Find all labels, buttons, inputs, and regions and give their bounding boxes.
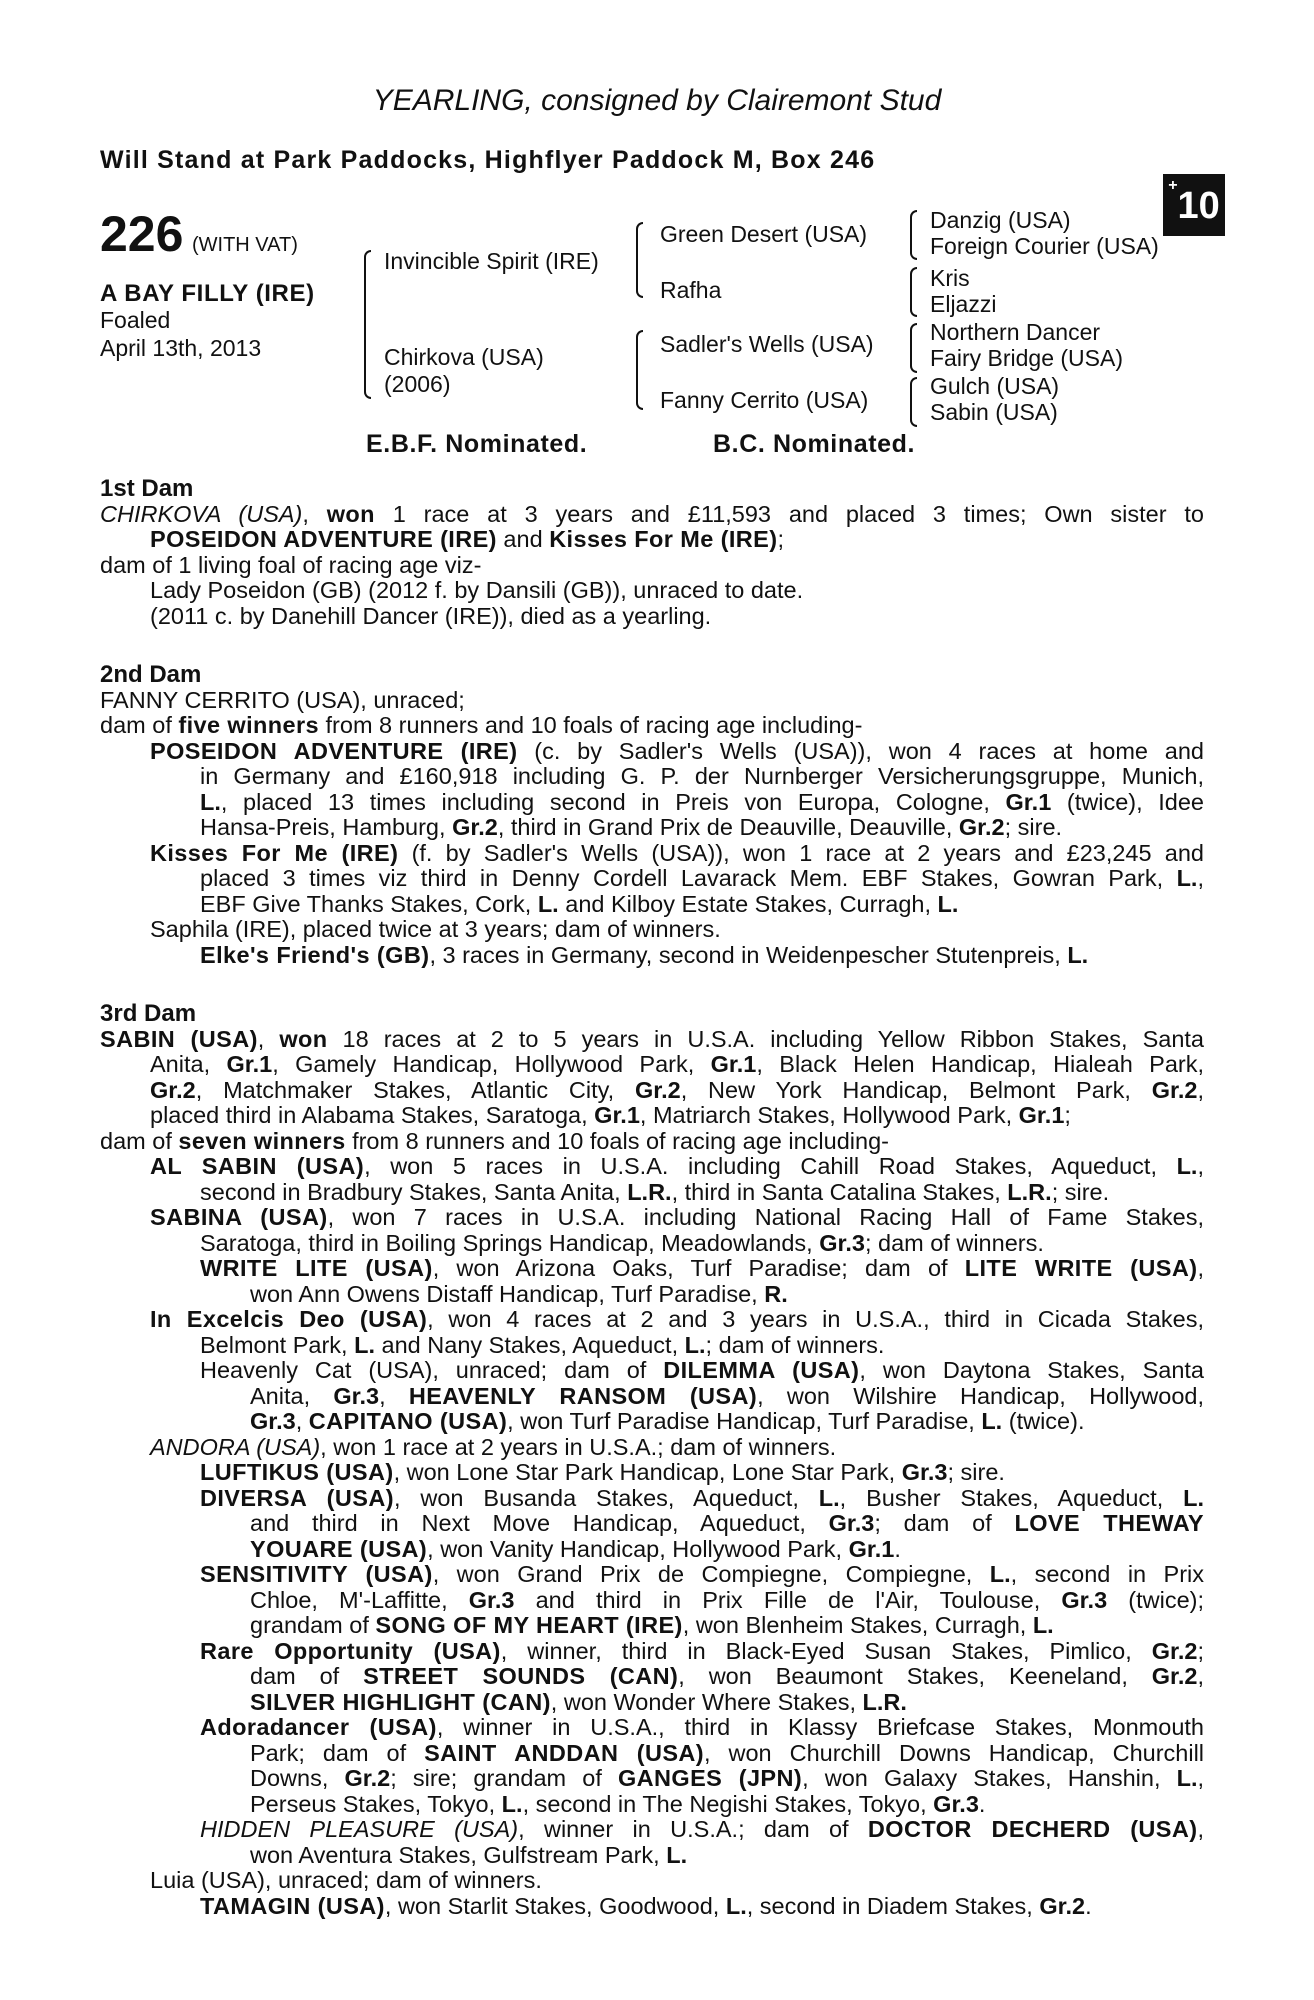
horse-name-bold: STREET SOUNDS (CAN) [363,1664,679,1689]
race-grade: Gr.3 [250,1409,296,1434]
text-run: Chloe, M'-Laffitte, [250,1587,469,1613]
text-run: , second in Diadem Stakes, [746,1893,1040,1919]
text-run: Heavenly Cat (USA), unraced; dam of [200,1358,664,1383]
text-line [100,688,1204,714]
text-run: Perseus Stakes, Tokyo, [250,1791,502,1817]
text-line [100,1664,1204,1690]
text-run: won Aventura Stakes, Gulfstream Park, [250,1842,667,1868]
pedigree-brace-6 [910,323,917,373]
text-line [100,1052,1204,1078]
text-run: ; sire. [1004,815,1063,840]
horse-name-bold: LOVE THEWAY [1014,1511,1204,1536]
text-run: , [1197,1664,1204,1689]
race-grade: L. [1067,942,1089,968]
text-line [100,1639,1204,1665]
text-line [100,1562,1204,1588]
horse-name-bold: LUFTIKUS (USA) [200,1460,394,1485]
pedigree-brace-1 [364,250,371,399]
pedigree-brace-5 [910,267,917,317]
section-heading: 1st Dam [100,475,194,502]
text-run: . [894,1536,901,1562]
text-run: 1 race at 3 years and £11,593 and placed 3 times; Own sister to [374,501,1204,527]
text-line [100,764,1204,790]
horse-name-bold: Elke's Friend's (GB) [200,942,430,968]
text-run: placed 3 times viz third in Denny Cordell Lavarack Mem. EBF Stakes, Gowran Park, [200,866,1177,891]
text-run: , [379,1383,409,1409]
race-grade: L. [501,1791,523,1817]
race-grade: Gr.1 [710,1052,757,1077]
text-run: , won Lone Star Park Handicap, Lone Star Park, [393,1460,902,1485]
pedigree-dam: Chirkova (USA) [384,344,544,370]
horse-name-bold: DILEMMA (USA) [663,1358,860,1383]
text-run: and Nany Stakes, Aqueduct, [375,1332,685,1358]
race-grade: Gr.3 [333,1383,380,1409]
race-grade: Gr.2 [452,815,498,840]
text-line [100,1486,1204,1512]
race-grade: Gr.1 [594,1103,640,1128]
text-run: , Busher Stakes, Aqueduct, [839,1485,1184,1511]
text-run: , won 1 race at 2 years in U.S.A.; dam of winners. [320,1434,837,1460]
pedigree-brace-7 [910,377,917,427]
text-run: and Kilboy Estate Stakes, Curragh, [558,891,938,917]
pedigree-dss: Northern Dancer [930,319,1101,345]
text-line [100,1792,1204,1818]
race-grade: L. [989,1562,1011,1587]
horse-name-bold: CAPITANO (USA) [308,1409,508,1434]
ebf-nominated: E.B.F. Nominated. [366,430,588,458]
race-grade: Gr.3 [819,1230,865,1256]
horse-name-bold: WRITE LITE (USA) [200,1256,433,1281]
text-run: , Gamely Handicap, Hollywood Park, [272,1052,711,1077]
text-line [100,1256,1204,1282]
text-line [100,866,1204,892]
pedigree-sds: Kris [930,265,970,291]
race-grade: Gr.2 [344,1766,391,1791]
race-grade: L. [684,1332,706,1358]
text-line [100,1588,1204,1614]
text-run: , won Beaumont Stakes, Keeneland, [678,1664,1152,1689]
horse-name-bold: POSEIDON ADVENTURE (IRE) [150,527,497,552]
horse-name-bold: DIVERSA (USA) [200,1485,394,1511]
horse-name-bold: POSEIDON ADVENTURE (IRE) [150,738,518,764]
text-run: (twice), Idee [1051,789,1204,815]
text-run: , [1197,1256,1204,1281]
text-line [100,1894,1204,1920]
race-grade: L. [937,891,959,917]
race-grade: Gr.1 [226,1052,273,1077]
text-run: FANNY CERRITO (USA), unraced; [100,687,465,713]
text-run: (twice); [1107,1587,1204,1613]
section-heading: 3rd Dam [100,1000,197,1027]
text-run: , Matriarch Stakes, Hollywood Park, [639,1103,1019,1128]
text-run: , won 4 races at 2 and 3 years in U.S.A., third in Cicada Stakes, [427,1307,1204,1332]
text-run: , won Wilshire Handicap, Hollywood, [757,1383,1204,1409]
horse-name-bold: Kisses For Me (IRE) [549,527,778,552]
text-run: Belmont Park, [200,1332,355,1358]
race-grade: Gr.3 [828,1511,875,1536]
badge-mark: + [1168,177,1178,194]
race-grade: L.R. [627,1179,672,1205]
text-run: ; dam of [874,1511,1015,1536]
horse-name-bold: won [279,1026,328,1052]
race-grade: L. [1176,866,1198,891]
race-grade: Gr.1 [1005,789,1052,815]
horse-name-bold: five winners [178,713,319,738]
text-line [100,1078,1204,1104]
text-run: , won Starlit Stakes, Goodwood, [384,1893,726,1919]
text-line [100,604,1204,630]
pedigree-brace-3 [636,330,643,410]
text-line [100,578,1204,604]
text-run: , third in Grand Prix de Deauville, Deauville, [497,815,959,840]
horse-name-bold: won [326,501,375,527]
text-line [100,790,1204,816]
text-run: ; sire. [1051,1179,1110,1205]
text-run: and [496,527,550,552]
horse-name-bold: YOUARE (USA) [250,1536,428,1562]
text-run: in Germany and £160,918 including G. P. der Nurnberger Versicherungsgruppe, Munich, [200,764,1204,789]
text-line [100,917,1204,943]
lot-number: 226 [100,206,184,262]
horse-name-bold: Kisses For Me (IRE) [150,840,399,866]
text-run: from 8 runners and 10 foals of racing age including- [319,713,863,738]
text-line [100,1715,1204,1741]
text-run: , winner in U.S.A.; dam of [518,1817,868,1842]
foaled-info [100,306,261,362]
race-grade: Gr.2 [1151,1638,1198,1664]
horse-name-bold: SAINT ANDDAN (USA) [424,1740,704,1766]
text-run: dam of [100,1128,179,1154]
text-run: Anita, [250,1383,334,1409]
race-grade: L. [981,1409,1003,1434]
text-line [100,1282,1204,1308]
badge-number: 10 [1177,185,1220,227]
text-run: EBF Give Thanks Stakes, Cork, [200,891,538,917]
race-grade: Gr.2 [1151,1077,1198,1103]
text-line [100,1384,1204,1410]
text-run: , second in Prix [1010,1562,1204,1587]
text-line [100,1766,1204,1792]
pedigree-ddd: Sabin (USA) [930,399,1058,425]
text-line [100,502,1204,528]
foaled-label: Foaled [100,307,171,333]
text-run: ; [1064,1103,1071,1128]
race-grade: Gr.3 [1061,1587,1108,1613]
text-run: ; sire; grandam of [390,1766,618,1791]
text-line [100,815,1204,841]
text-run: (twice). [1002,1409,1085,1434]
horse-name-bold: SABINA (USA) [150,1205,328,1230]
text-run: placed third in Alabama Stakes, Saratoga, [150,1103,595,1128]
race-grade: L. [1176,1766,1198,1791]
race-grade: L. [1032,1613,1054,1638]
pedigree-ssd: Foreign Courier (USA) [930,233,1159,259]
text-run: . [978,1791,986,1817]
text-run: , won Wonder Where Stakes, [550,1689,863,1715]
text-run: Lady Poseidon (GB) (2012 f. by Dansili (GB)), unraced to date. [150,578,804,603]
text-line [100,1460,1204,1486]
text-line [100,1027,1204,1053]
horse-name-bold: SENSITIVITY (USA) [200,1562,433,1587]
text-run: Luia (USA), unraced; dam of winners. [150,1868,542,1893]
text-run: ; sire. [947,1460,1005,1485]
text-run: dam of [100,713,179,738]
pedigree-sire: Invincible Spirit (IRE) [384,248,599,274]
text-run: second in Bradbury Stakes, Santa Anita, [200,1179,628,1205]
text-line [100,527,1204,553]
horse-name-italic: HIDDEN PLEASURE (USA) [200,1817,519,1842]
horse-name-bold: Adoradancer (USA) [200,1715,437,1740]
text-run: , Black Helen Handicap, Hialeah Park, [756,1052,1204,1077]
race-grade: Gr.3 [933,1791,979,1817]
text-run: Park; dam of [250,1740,425,1766]
text-line [100,1231,1204,1257]
text-run: , [1197,1817,1204,1842]
pedigree-dsd: Fairy Bridge (USA) [930,345,1123,371]
text-run: (f. by Sadler's Wells (USA)), won 1 race at 2 years and £23,245 and [398,840,1204,866]
horse-name-italic: CHIRKOVA (USA) [100,501,303,527]
race-grade: Gr.3 [901,1460,948,1485]
race-grade: Gr.2 [1151,1664,1198,1689]
pedigree-dam-sire: Sadler's Wells (USA) [660,331,874,357]
text-run: Downs, [250,1766,345,1791]
text-line [100,1358,1204,1384]
horse-name-bold: SONG OF MY HEART (IRE) [375,1613,683,1638]
lot-badge [1163,174,1225,236]
horse-name-bold: AL SABIN (USA) [150,1154,365,1179]
text-line [100,1180,1204,1206]
pedigree-brace-2 [636,222,643,298]
horse-name-bold: HEAVENLY RANSOM (USA) [408,1383,758,1409]
text-line [100,713,1204,739]
race-grade: L. [666,1842,688,1868]
stand-location: Will Stand at Park Paddocks, Highflyer Paddock M, Box 246 [100,146,876,174]
text-run: , winner in U.S.A., third in Klassy Briefcase Stakes, Monmouth [436,1715,1204,1740]
text-run: , won Vanity Handicap, Hollywood Park, [427,1536,849,1562]
text-run: ; dam of winners. [705,1332,885,1358]
text-run: , won 5 races in U.S.A. including Cahill Road Stakes, Aqueduct, [364,1154,1177,1179]
text-run: , winner, third in Black-Eyed Susan Stakes, Pimlico, [500,1638,1152,1664]
text-line [100,1307,1204,1333]
vat-label: (WITH VAT) [192,234,298,256]
text-run: , won Daytona Stakes, Santa [859,1358,1204,1383]
text-run: , won Galaxy Stakes, Hanshin, [802,1766,1177,1791]
catalogue-body [100,476,1204,1919]
text-run: , won Churchill Downs Handicap, Churchill [704,1740,1204,1766]
text-run: , won 7 races in U.S.A. including National Racing Hall of Fame Stakes, [327,1205,1204,1230]
text-line [100,1103,1204,1129]
text-run: , [295,1409,309,1434]
text-line [100,1511,1204,1537]
text-line [100,1409,1204,1435]
horse-name-bold: seven winners [178,1128,346,1154]
text-run: Anita, [150,1052,227,1077]
text-run: , won Busanda Stakes, Aqueduct, [393,1485,819,1511]
text-line [100,1129,1204,1155]
text-line [100,1690,1204,1716]
horse-name-italic: ANDORA (USA) [150,1434,321,1460]
text-line [100,892,1204,918]
race-grade: L. [725,1893,747,1919]
race-grade: L. [1183,1485,1204,1511]
text-run: (c. by Sadler's Wells (USA)), won 4 races at home and [517,738,1204,764]
horse-name-bold: GANGES (JPN) [617,1766,803,1791]
text-line [100,841,1204,867]
race-grade: L. [537,891,559,917]
text-line [100,1613,1204,1639]
race-grade: Gr.1 [848,1536,895,1562]
text-line [100,1741,1204,1767]
text-run: ; [1197,1638,1204,1664]
horse-name-bold: SILVER HIGHLIGHT (CAN) [250,1689,551,1715]
text-run: , New York Handicap, Belmont Park, [680,1077,1152,1103]
text-run: , [1197,866,1204,891]
text-run: , won Blenheim Stakes, Curragh, [682,1613,1033,1638]
race-grade: L. [1176,1154,1198,1179]
pedigree-sire-sire: Green Desert (USA) [660,221,868,247]
text-run: and third in Next Move Handicap, Aqueduct, [250,1511,829,1536]
text-run: 18 races at 2 to 5 years in U.S.A. including Yellow Ribbon Stakes, Santa [327,1026,1204,1052]
text-line [100,1154,1204,1180]
text-line [100,739,1204,765]
text-run: , 3 races in Germany, second in Weidenpescher Stutenpreis, [429,942,1068,968]
text-run: won Ann Owens Distaff Handicap, Turf Paradise, [250,1281,765,1307]
text-line [100,1843,1204,1869]
race-grade: L.R. [1007,1179,1052,1205]
race-grade: Gr.3 [468,1587,515,1613]
bc-nominated: B.C. Nominated. [713,430,916,458]
horse-name-bold: SABIN (USA) [100,1026,258,1052]
pedigree-dam-year: (2006) [384,371,451,397]
horse-name: A BAY FILLY (IRE) [100,280,315,307]
text-run: , [302,501,327,527]
race-grade: L. [200,789,221,815]
text-run: , won Turf Paradise Handicap, Turf Paradise, [507,1409,982,1434]
text-run: and third in Prix Fille de l'Air, Toulouse, [514,1587,1062,1613]
text-run: , [1197,1077,1204,1103]
text-run: , won Arizona Oaks, Turf Paradise; dam of [432,1256,965,1281]
text-run: , [1197,1766,1204,1791]
race-grade: Gr.2 [1039,1893,1086,1919]
text-run: from 8 runners and 10 foals of racing age including- [345,1128,889,1154]
race-grade: Gr.2 [150,1077,196,1103]
pedigree-sdd: Eljazzi [930,291,997,317]
text-run: grandam of [250,1613,376,1638]
horse-name-bold: DOCTOR DECHERD (USA) [867,1817,1198,1842]
pedigree-sss: Danzig (USA) [930,207,1071,233]
text-run: , third in Santa Catalina Stakes, [671,1179,1008,1205]
text-run: , [257,1026,280,1052]
text-line [100,943,1204,969]
text-line [100,1817,1204,1843]
page-title: YEARLING, consigned by Clairemont Stud [372,84,942,117]
text-run: (2011 c. by Danehill Dancer (IRE)), died as a yearling. [150,603,712,629]
text-run: , placed 13 times including second in Preis von Europa, Cologne, [220,789,1006,815]
text-line [100,1435,1204,1461]
pedigree-sire-dam: Rafha [660,277,722,303]
text-run: dam of 1 living foal of racing age viz- [100,552,482,578]
text-line [100,553,1204,579]
pedigree-brace-4 [910,210,917,260]
text-line [100,1537,1204,1563]
section-heading: 2nd Dam [100,661,202,688]
text-line [100,1868,1204,1894]
text-run: , second in The Negishi Stakes, Tokyo, [522,1791,934,1817]
text-run: , won Grand Prix de Compiegne, Compiegne, [432,1562,990,1587]
race-grade: L.R. [862,1689,907,1715]
horse-name-bold: In Excelcis Deo (USA) [150,1307,428,1332]
text-run: . [1085,1893,1092,1919]
text-run: ; [777,527,785,552]
race-grade: Gr.1 [1018,1103,1065,1128]
text-run: Hansa-Preis, Hamburg, [200,815,453,840]
text-line [100,1205,1204,1231]
text-run: Saphila (IRE), placed twice at 3 years; dam of winners. [150,917,721,942]
race-grade: L. [354,1332,376,1358]
race-grade: R. [764,1281,788,1307]
race-grade: Gr.2 [634,1077,681,1103]
text-run: Saratoga, third in Boiling Springs Handicap, Meadowlands, [200,1230,820,1256]
race-grade: L. [818,1485,840,1511]
pedigree-dam-dam: Fanny Cerrito (USA) [660,387,869,413]
horse-name-bold: Rare Opportunity (USA) [200,1638,501,1664]
text-line [100,1333,1204,1359]
race-grade: Gr.2 [958,815,1005,840]
text-run: ; dam of winners. [864,1230,1044,1256]
text-run: , [1197,1154,1204,1179]
horse-name-bold: LITE WRITE (USA) [964,1256,1198,1281]
horse-name-bold: TAMAGIN (USA) [200,1893,385,1919]
foaled-date: April 13th, 2013 [100,335,262,361]
text-run: , Matchmaker Stakes, Atlantic City, [195,1077,635,1103]
pedigree-dds: Gulch (USA) [930,373,1060,399]
text-run: dam of [250,1664,364,1689]
